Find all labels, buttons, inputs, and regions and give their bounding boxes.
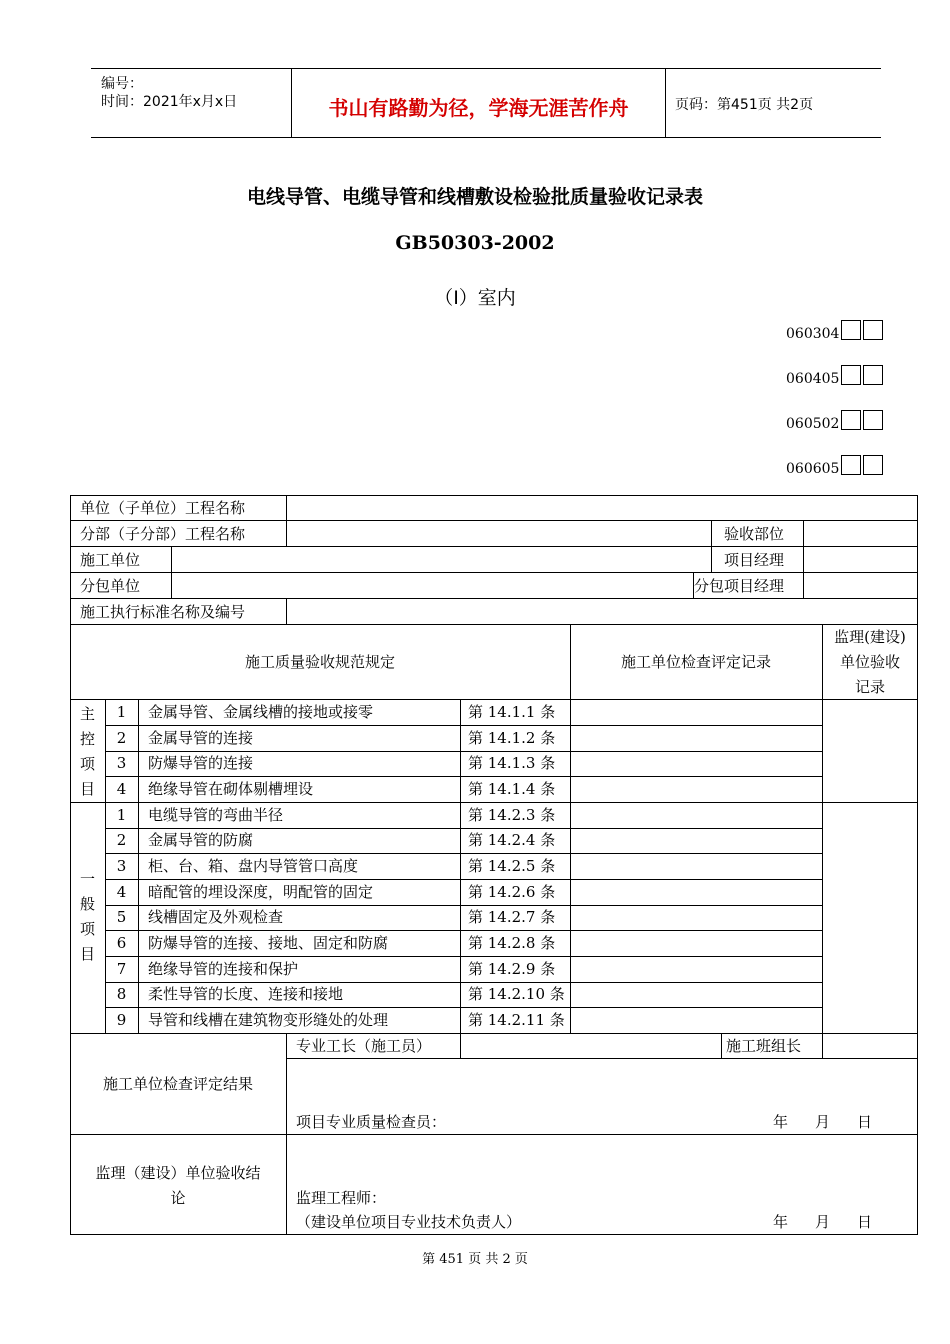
general-label: 项 <box>79 920 95 938</box>
code-row <box>786 410 883 432</box>
label-sub-project-manager: 分包项目经理 <box>694 577 785 595</box>
item-clause: 第 14.2.4 条 <box>468 831 556 849</box>
code-text: 060605 <box>786 461 840 477</box>
checkbox[interactable] <box>841 365 861 385</box>
checkbox[interactable] <box>863 455 883 475</box>
general-label: 一 <box>79 870 95 888</box>
main-control-label: 目 <box>79 780 95 798</box>
item-no: 3 <box>116 857 127 875</box>
item-no: 4 <box>116 883 127 901</box>
header-spec: 施工质量验收规范规定 <box>244 653 395 671</box>
general-label: 般 <box>79 895 95 913</box>
label-supervision-conclusion-2: 论 <box>170 1189 186 1207</box>
label-team-leader: 施工班组长 <box>726 1037 802 1055</box>
motto: 书山有路勤为径，学海无涯苦作舟 <box>328 96 629 120</box>
header-supervision-1: 监理(建设) <box>834 628 906 646</box>
label-foreman: 专业工长（施工员） <box>296 1037 432 1055</box>
item-clause: 第 14.2.8 条 <box>468 934 556 952</box>
standard-code: GB50303-2002 <box>395 232 555 254</box>
acceptance-table <box>70 495 918 1235</box>
item-name: 柔性导管的长度、连接和接地 <box>148 985 344 1003</box>
item-no: 9 <box>116 1011 127 1029</box>
checkbox[interactable] <box>841 320 861 340</box>
item-name: 导管和线槽在建筑物变形缝处的处理 <box>148 1011 389 1029</box>
item-no: 3 <box>116 754 127 772</box>
time-label: 时间：2021年x月x日 <box>101 94 238 110</box>
code-text: 060502 <box>786 416 840 432</box>
item-clause: 第 14.2.6 条 <box>468 883 556 901</box>
header-supervision-2: 单位验收 <box>839 653 900 671</box>
header-motto-cell <box>291 69 666 137</box>
item-name: 金属导管、金属线槽的接地或接零 <box>148 703 374 721</box>
label-construction-unit: 施工单位 <box>80 551 141 569</box>
label-supervision-conclusion: 监理（建设）单位验收结 <box>95 1164 261 1182</box>
item-name: 防爆导管的连接、接地、固定和防腐 <box>148 934 389 952</box>
label-quality-inspector: 项目专业质量检查员： <box>296 1113 447 1131</box>
date-year: 年 <box>773 1113 789 1131</box>
checkbox[interactable] <box>863 365 883 385</box>
label-project-manager: 项目经理 <box>724 551 785 569</box>
general-label: 目 <box>79 945 95 963</box>
item-clause: 第 14.2.5 条 <box>468 857 556 875</box>
code-row <box>786 320 883 342</box>
label-check-result: 施工单位检查评定结果 <box>102 1075 253 1093</box>
item-no: 5 <box>116 908 127 926</box>
item-no: 6 <box>116 934 127 952</box>
item-name: 金属导管的防腐 <box>148 831 254 849</box>
item-clause: 第 14.2.11 条 <box>468 1011 565 1029</box>
item-clause: 第 14.1.3 条 <box>468 754 556 772</box>
item-no: 1 <box>116 703 127 721</box>
item-name: 柜、台、箱、盘内导管管口高度 <box>148 857 359 875</box>
document-subtitle: （Ⅰ）室内 <box>434 287 516 309</box>
item-clause: 第 14.2.9 条 <box>468 960 556 978</box>
date-day: 日 <box>857 1213 873 1231</box>
header-meta <box>91 69 291 137</box>
date-month: 月 <box>815 1113 831 1131</box>
label-unit-project: 单位（子单位）工程名称 <box>80 499 246 517</box>
item-clause: 第 14.1.2 条 <box>468 729 556 747</box>
code-row <box>786 365 883 387</box>
header-check: 施工单位检查评定记录 <box>620 653 771 671</box>
main-control-label: 控 <box>79 730 95 748</box>
document-header <box>91 68 881 138</box>
page-footer: 第 451 页 共 2 页 <box>422 1252 528 1267</box>
checkbox[interactable] <box>841 410 861 430</box>
code-row <box>786 455 883 477</box>
label-subcontractor: 分包单位 <box>80 577 141 595</box>
item-no: 8 <box>116 985 127 1003</box>
label-owner-tech: （建设单位项目专业技术负责人） <box>296 1213 522 1231</box>
label-acceptance-part: 验收部位 <box>724 525 785 543</box>
date-year: 年 <box>773 1213 789 1231</box>
document-title: 电线导管、电缆导管和线槽敷设检验批质量验收记录表 <box>246 186 703 208</box>
date-month: 月 <box>815 1213 831 1231</box>
header-page-cell <box>665 69 881 137</box>
header-supervision-3: 记录 <box>854 678 885 696</box>
item-clause: 第 14.2.7 条 <box>468 908 556 926</box>
main-control-label: 项 <box>79 755 95 773</box>
item-name: 线槽固定及外观检查 <box>148 908 284 926</box>
checkbox[interactable] <box>841 455 861 475</box>
item-clause: 第 14.2.10 条 <box>468 985 565 1003</box>
page-label: 页码：第451页 共2页 <box>675 97 814 113</box>
item-name: 绝缘导管的连接和保护 <box>148 960 299 978</box>
item-name: 绝缘导管在砌体剔槽埋设 <box>148 780 314 798</box>
date-day: 日 <box>857 1113 873 1131</box>
item-name: 电缆导管的弯曲半径 <box>148 806 284 824</box>
code-text: 060304 <box>786 326 840 342</box>
item-clause: 第 14.2.3 条 <box>468 806 556 824</box>
item-no: 2 <box>116 729 127 747</box>
main-control-label: 主 <box>79 705 95 723</box>
item-name: 暗配管的埋设深度，明配管的固定 <box>148 883 374 901</box>
item-no: 2 <box>116 831 127 849</box>
item-name: 防爆导管的连接 <box>148 754 254 772</box>
code-text: 060405 <box>786 371 840 387</box>
item-no: 7 <box>116 960 127 978</box>
label-supervision-engineer: 监理工程师： <box>296 1189 387 1207</box>
checkbox[interactable] <box>863 320 883 340</box>
label-sub-project: 分部（子分部）工程名称 <box>80 525 246 543</box>
item-name: 金属导管的连接 <box>148 729 254 747</box>
item-no: 1 <box>116 806 127 824</box>
checkbox[interactable] <box>863 410 883 430</box>
item-clause: 第 14.1.1 条 <box>468 703 556 721</box>
item-clause: 第 14.1.4 条 <box>468 780 556 798</box>
number-label: 编号： <box>101 76 143 92</box>
item-no: 4 <box>116 780 127 798</box>
label-standard-name: 施工执行标准名称及编号 <box>80 603 246 621</box>
